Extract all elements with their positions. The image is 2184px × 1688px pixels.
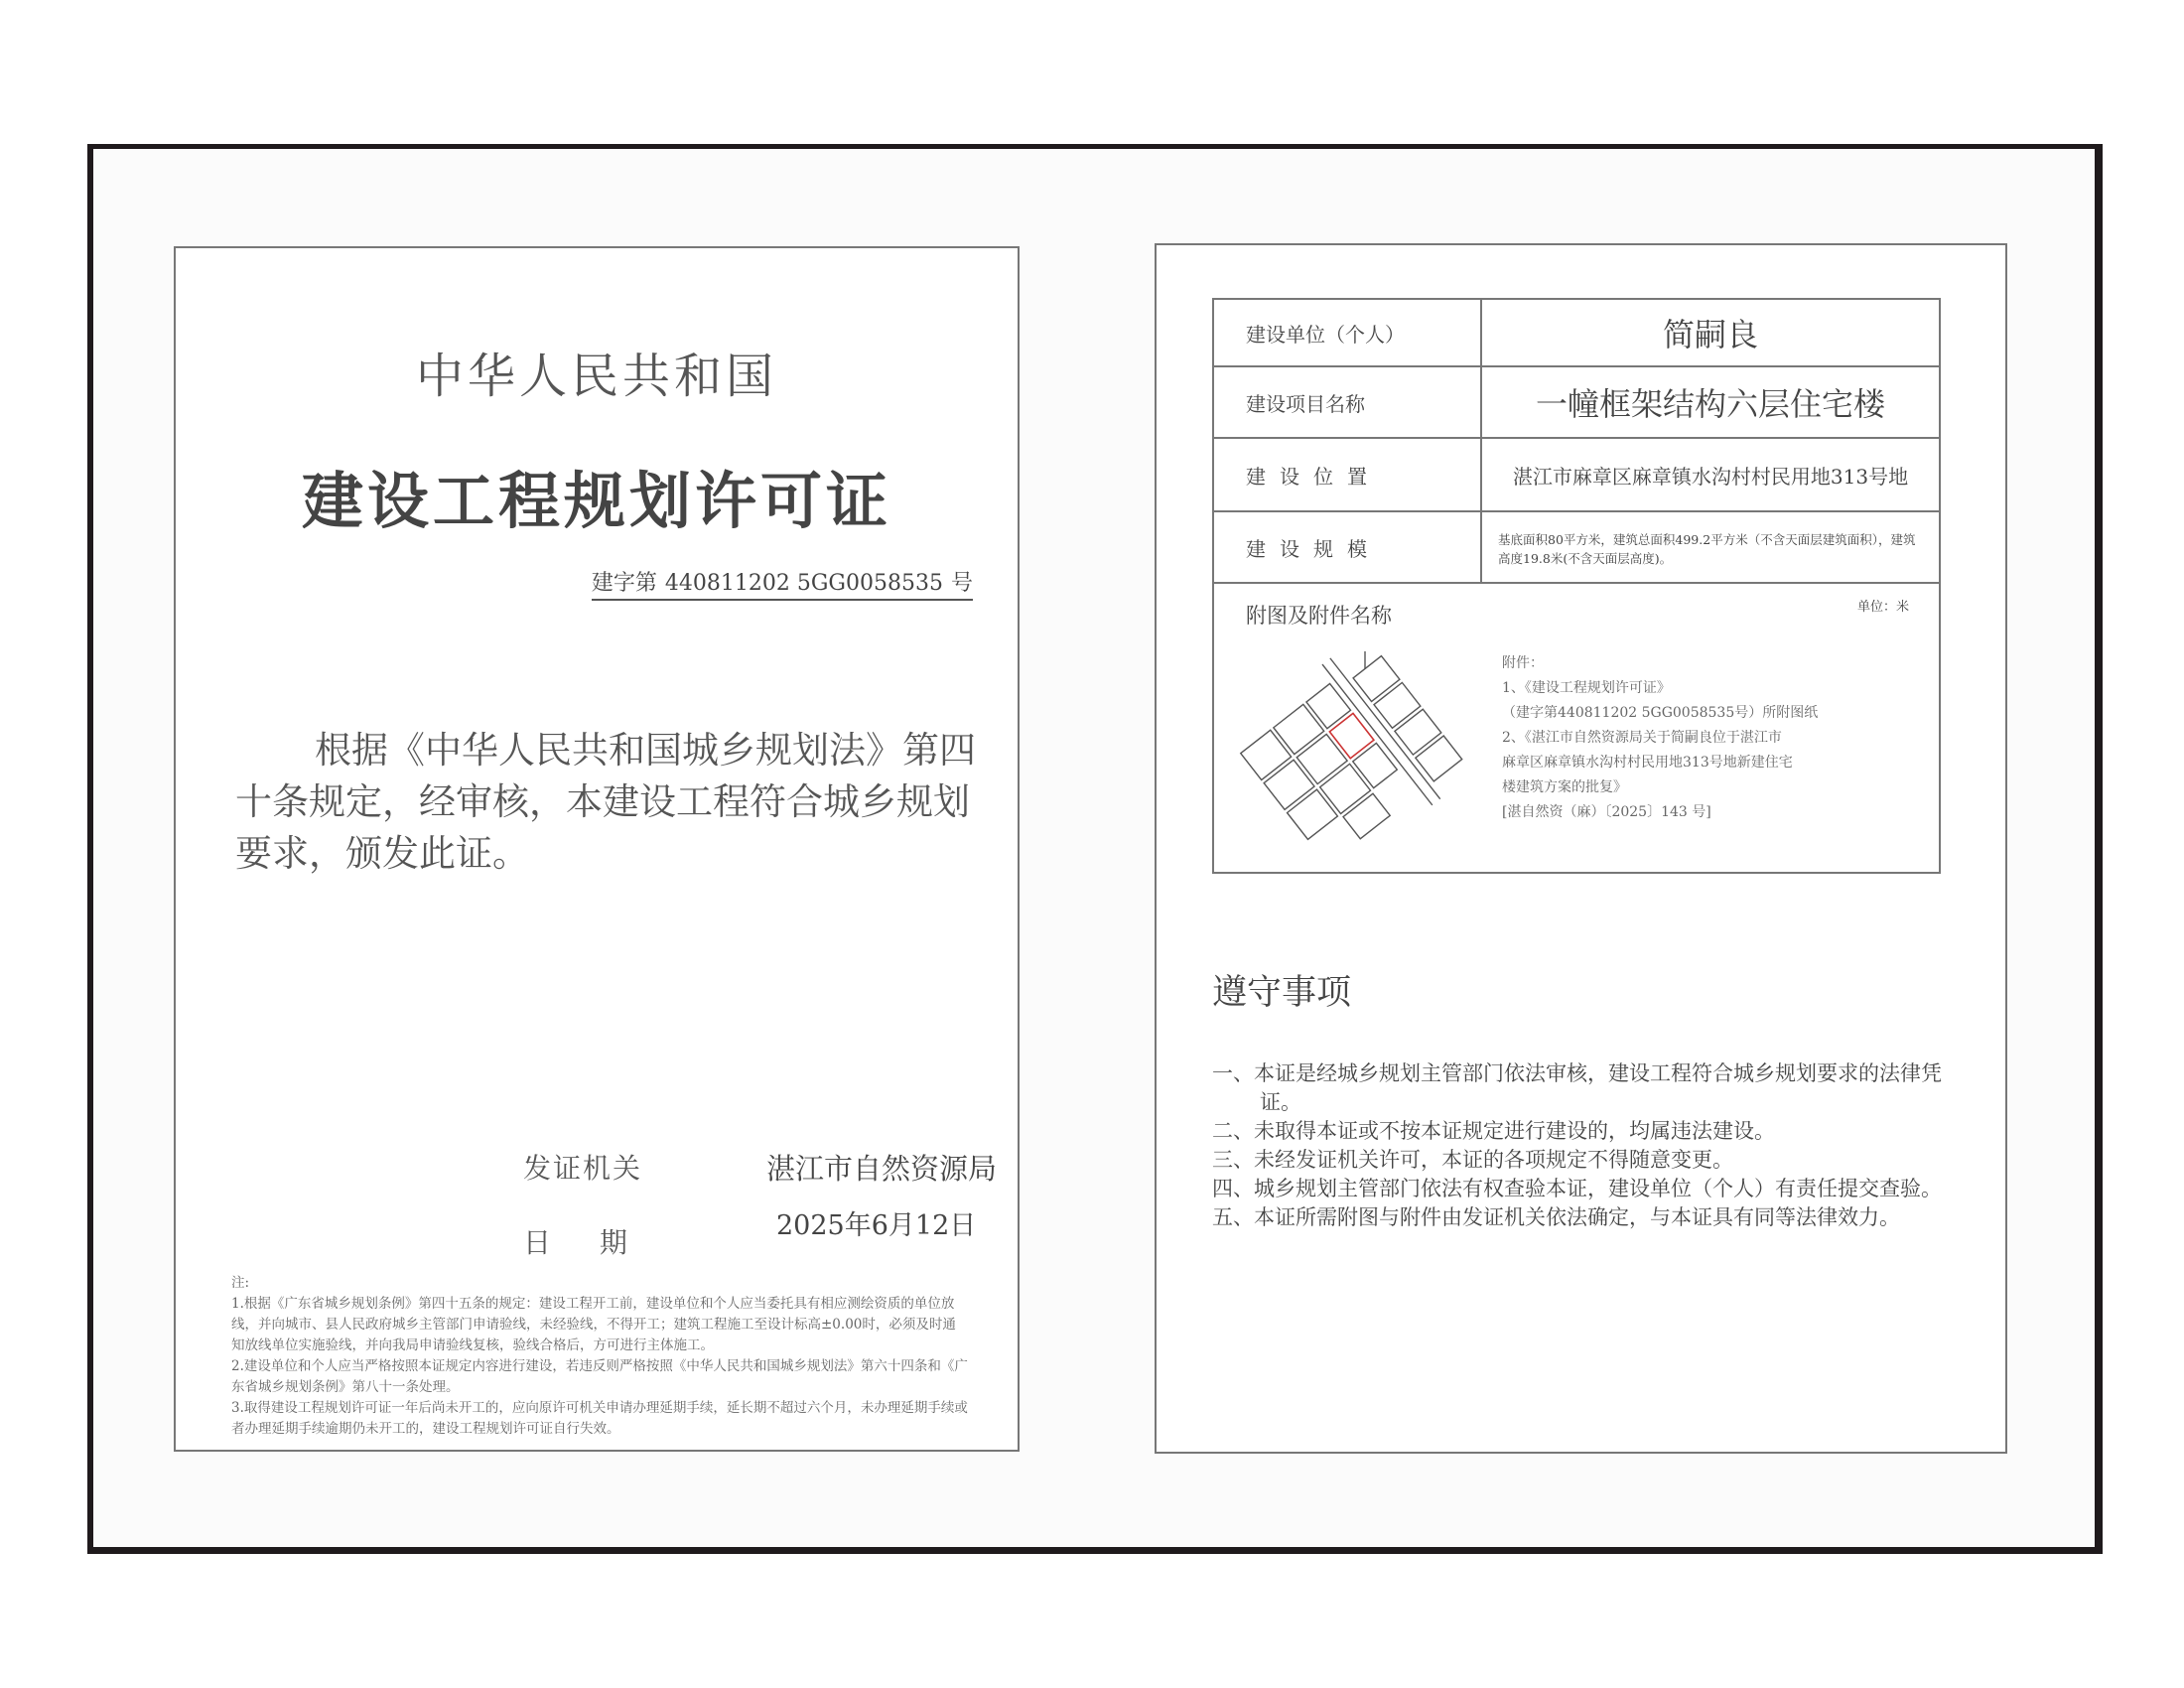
row-value: 一幢框架结构六层住宅楼 [1481, 366, 1940, 438]
country-heading: 中华人民共和国 [415, 349, 777, 404]
row-label: 建设位置 [1213, 438, 1481, 511]
rules-list [1212, 1059, 1956, 1232]
rule-item: 三、未经发证机关许可，本证的各项规定不得随意变更。 [1212, 1148, 1733, 1172]
row-label: 建设规模 [1213, 511, 1481, 583]
row-value: 基底面积80平方米，建筑总面积499.2平方米（不含天面层建筑面积），建筑高度19.8米(不含天面层高度)。 [1481, 511, 1940, 583]
note-item: 1.根据《广东省城乡规划条例》第四十五条的规定：建设工程开工前，建设单位和个人应当委托具有相应测绘资质的单位放线，并向城市、县人民政府城乡主管部门申请验线，未经验线，不得开工；建筑工程施工至设计标高±0.00时，必须及时通知放线单位实施验线，并向我局申请验线复核，验线合格后，方可进行主体施工。 [231, 1296, 956, 1353]
note-item: 3.取得建设工程规划许可证一年后尚未开工的，应向原许可机关申请办理延期手续，延长期不超过六个月，未办理延期手续或者办理延期手续逾期仍未开工的，建设工程规划许可证自行失效。 [231, 1400, 968, 1437]
attachments-list [1502, 651, 1818, 825]
cert-suffix: 号 [950, 571, 973, 596]
attachment-line: 2、《湛江市自然资源局关于简嗣良位于湛江市 [1502, 730, 1782, 746]
permit-detail-page [1155, 243, 2007, 1454]
obey-title: 遵守事项 [1212, 973, 1352, 1013]
certificate-number [592, 566, 973, 601]
notes-section [231, 1273, 968, 1440]
row-value: 湛江市麻章区麻章镇水沟村村民用地313号地 [1481, 438, 1940, 511]
cert-prefix: 建字第 [591, 571, 657, 596]
table-row [1213, 366, 1940, 438]
attachment-line: （建字第440811202 5GG0058535号）所附图纸 [1502, 705, 1819, 721]
table-row [1213, 511, 1940, 583]
rule-item: 五、本证所需附图与附件由发证机关依法确定，与本证具有同等法律效力。 [1212, 1205, 1900, 1229]
table-row [1213, 438, 1940, 511]
site-plan-image [1226, 643, 1484, 867]
legal-basis-text: 根据《中华人民共和国城乡规划法》第四十条规定，经审核，本建设工程符合城乡规划要求，颁发此证。 [235, 729, 976, 875]
rule-item: 四、城乡规划主管部门依法有权查验本证，建设单位（个人）有责任提交查验。 [1212, 1177, 1942, 1200]
issue-date: 2025年6月12日 [776, 1210, 977, 1241]
rule-item: 一、本证是经城乡规划主管部门依法审核，建设工程符合城乡规划要求的法律凭证。 [1212, 1061, 1942, 1114]
attachments-cell [1213, 583, 1940, 873]
attachment-line: 麻章区麻章镇水沟村村民用地313号地新建住宅 [1502, 755, 1793, 771]
row-label: 建设项目名称 [1213, 366, 1481, 438]
attachments-label: 附图及附件名称 [1246, 604, 1392, 628]
attachment-line: 1、《建设工程规划许可证》 [1502, 680, 1671, 696]
attachment-line: [湛自然资（麻）〔2025〕143 号] [1502, 804, 1711, 820]
row-label: 建设单位（个人） [1213, 299, 1481, 366]
attachments-heading: 附件： [1502, 655, 1544, 671]
issuer-label: 发证机关 [523, 1152, 643, 1185]
notes-heading: 注: [231, 1275, 250, 1291]
note-item: 2.建设单位和个人应当严格按照本证规定内容进行建设，若违反则严格按照《中华人民共和国城乡规划法》第六十四条和《广东省城乡规划条例》第八十一条处理。 [231, 1358, 968, 1395]
issuer-value: 湛江市自然资源局 [766, 1152, 998, 1186]
attachments-row [1213, 583, 1940, 873]
rule-item: 二、未取得本证或不按本证规定进行建设的，均属违法建设。 [1212, 1119, 1775, 1143]
attachment-line: 楼建筑方案的批复》 [1502, 779, 1627, 795]
project-info-table [1212, 298, 1941, 874]
permit-front-page [174, 246, 1020, 1452]
cert-number-value: 440811202 5GG0058535 [664, 571, 943, 596]
date-label: 日 期 [523, 1226, 627, 1259]
row-value: 简嗣良 [1481, 299, 1940, 366]
table-row [1213, 299, 1940, 366]
permit-title: 建设工程规划许可证 [301, 465, 891, 537]
unit-label: 单位：米 [1856, 600, 1909, 615]
